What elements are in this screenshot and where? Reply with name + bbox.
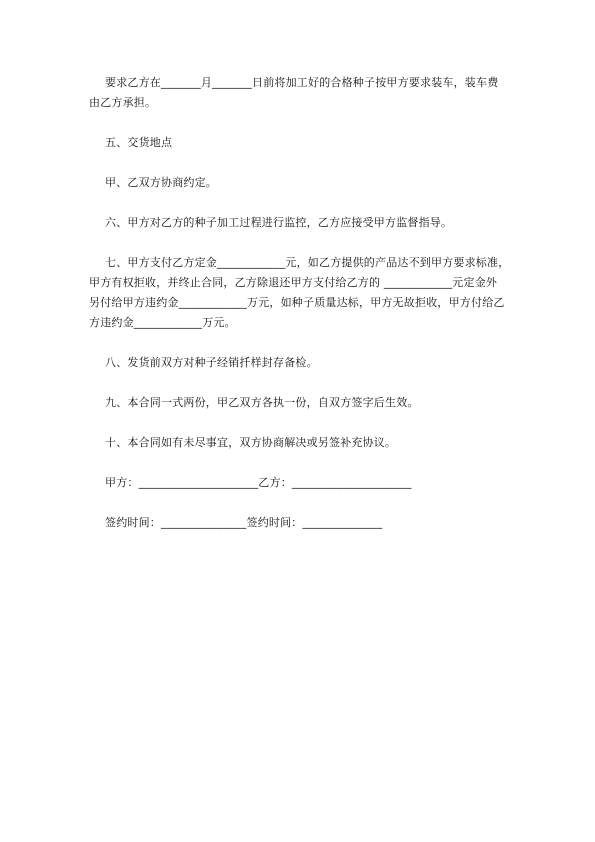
text-line: 另付给甲方违约金____________万元，如种子质量达标，甲方无故拒收，甲方付给乙 — [89, 296, 505, 309]
text-line: 八、发货前双方对种子经销扦样封存备检。 — [105, 356, 318, 369]
text-line: 方违约金____________万元。 — [89, 316, 236, 329]
text-line: 甲、乙双方协商约定。 — [105, 176, 217, 189]
section-heading-delivery-location — [89, 133, 529, 153]
paragraph-delivery-agreement — [89, 173, 529, 193]
text-line: 七、甲方支付乙方定金____________元，如乙方提供的产品达不到甲方要求标准， — [105, 256, 510, 269]
text-line: 五、交货地点 — [105, 136, 173, 149]
signing-date-line — [89, 513, 529, 533]
paragraph-clause-eight — [89, 353, 529, 373]
text-line: 要求乙方在_______月_______日前将加工好的合格种子按甲方要求装车，装车费 — [105, 76, 499, 89]
text-line: 签约时间：_______________签约时间：______________ — [105, 516, 383, 529]
signature-parties-line — [89, 473, 529, 493]
text-line: 九、本合同一式两份，甲乙双方各执一份，自双方签字后生效。 — [105, 396, 419, 409]
paragraph-clause-seven — [89, 253, 529, 333]
paragraph-clause-ten — [89, 433, 529, 453]
text-line: 六、甲方对乙方的种子加工过程进行监控，乙方应接受甲方监督指导。 — [105, 216, 453, 229]
document-body — [89, 73, 529, 553]
text-line: 十、本合同如有未尽事宜，双方协商解决或另签补充协议。 — [105, 436, 397, 449]
paragraph-loading-terms — [89, 73, 529, 113]
paragraph-clause-nine — [89, 393, 529, 413]
text-line: 甲方：_____________________乙方：_____________________ — [105, 476, 412, 489]
paragraph-clause-six — [89, 213, 529, 233]
text-line: 甲方有权拒收，并终止合同，乙方除退还甲方支付给乙方的 ____________元定金外 — [89, 276, 498, 289]
text-line: 由乙方承担。 — [89, 96, 157, 109]
